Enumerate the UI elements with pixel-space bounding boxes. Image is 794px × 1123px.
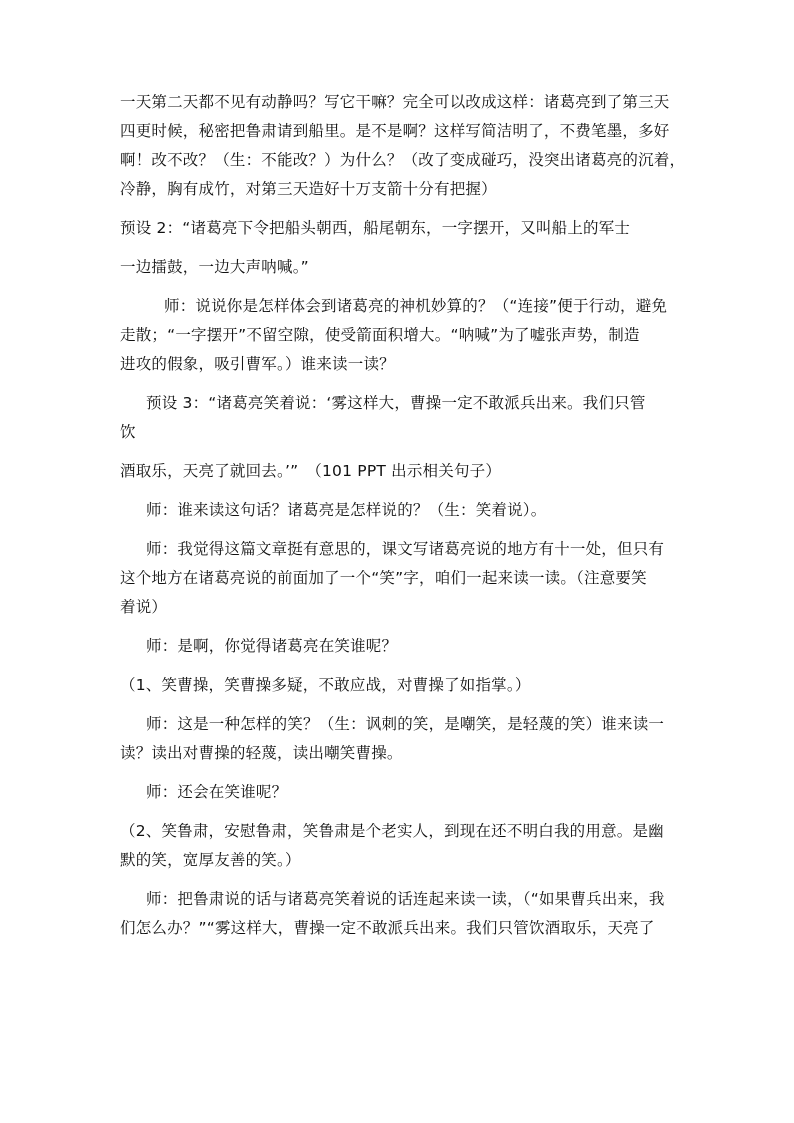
text-line: 这个地方在诸葛亮说的前面加了一个“笑”字，咱们一起来读一读。（注意要笑 <box>120 569 647 587</box>
text-line: 预设 2：“诸葛亮下令把船头朝西，船尾朝东，一字摆开，又叫船上的军士 <box>120 219 631 237</box>
text-line: 酒取乐，天亮了就回去。’” （101 PPT 出示相关句子） <box>120 462 502 480</box>
paragraph-teacher-smile-word <box>120 535 680 622</box>
text-line: 饮 <box>120 423 136 441</box>
text-line: 冷静，胸有成竹，对第三天造好十万支箭十分有把握） <box>120 180 497 198</box>
text-line: 预设 3：“诸葛亮笑着说：‘雾这样大，曹操一定不敢派兵出来。我们只管 <box>146 394 646 412</box>
paragraph-teacher-laugh-at-whom <box>120 632 680 661</box>
paragraph-teacher-kind-of-smile <box>120 710 680 768</box>
paragraph-preset-3-continued <box>120 457 680 486</box>
paragraph-rewrite-discussion <box>120 88 686 204</box>
paragraph-answer-1 <box>120 671 680 700</box>
text-line: 进攻的假象，吸引曹军。）谁来读一读？ <box>120 355 395 373</box>
paragraph-preset-3 <box>120 389 680 447</box>
paragraph-teacher-who-else <box>120 778 680 807</box>
text-line: 读？读出对曹操的轻蔑，读出嘲笑曹操。 <box>120 744 403 762</box>
text-line: 师：还会在笑谁呢？ <box>146 783 288 801</box>
text-line: 默的笑，宽厚友善的笑。） <box>120 851 301 869</box>
text-line: 啊！改不改？（生：不能改？）为什么？（改了变成碰巧，没突出诸葛亮的沉着， <box>120 151 686 169</box>
text-line: 一边擂鼓，一边大声呐喊。” <box>120 258 309 276</box>
text-line: 走散；“一字摆开”不留空隙，使受箭面积增大。“呐喊”为了嘘张声势，制造 <box>120 326 640 344</box>
paragraph-preset-2-continued <box>120 253 680 282</box>
text-line: 们怎么办？”“雾这样大，曹操一定不敢派兵出来。我们只管饮酒取乐，天亮了 <box>120 919 655 937</box>
text-line: 师：这是一种怎样的笑？（生：讽刺的笑，是嘲笑，是轻蔑的笑）谁来读一 <box>146 715 665 733</box>
document-body <box>120 88 686 943</box>
text-line: 四更时候，秘密把鲁肃请到船里。是不是啊？这样写简洁明了，不费笔墨，多好 <box>120 122 670 140</box>
text-line: （2、笑鲁肃，安慰鲁肃，笑鲁肃是个老实人，到现在还不明白我的用意。是幽 <box>120 822 664 840</box>
paragraph-teacher-who-reads <box>120 496 680 525</box>
text-line: 师：是啊，你觉得诸葛亮在笑谁呢？ <box>146 637 398 655</box>
text-line: 师：谁来读这句话？诸葛亮是怎样说的？（生：笑着说）。 <box>146 501 547 519</box>
text-line: （1、笑曹操，笑曹操多疑，不敢应战，对曹操了如指掌。） <box>120 676 531 694</box>
text-line: 师：说说你是怎样体会到诸葛亮的神机妙算的？（“连接”便于行动，避免 <box>164 297 668 315</box>
text-line: 一天第二天都不见有动静吗？写它干嘛？完全可以改成这样：诸葛亮到了第三天 <box>120 93 670 111</box>
text-line: 师：把鲁肃说的话与诸葛亮笑着说的话连起来读一读，（“如果曹兵出来，我 <box>146 890 665 908</box>
paragraph-preset-2 <box>120 214 680 243</box>
text-line: 师：我觉得这篇文章挺有意思的，课文写诸葛亮说的地方有十一处，但只有 <box>146 540 665 558</box>
paragraph-teacher-divine-plan <box>120 292 680 379</box>
text-line: 着说） <box>120 598 168 616</box>
paragraph-answer-2 <box>120 817 680 875</box>
paragraph-teacher-read-together <box>120 885 680 943</box>
